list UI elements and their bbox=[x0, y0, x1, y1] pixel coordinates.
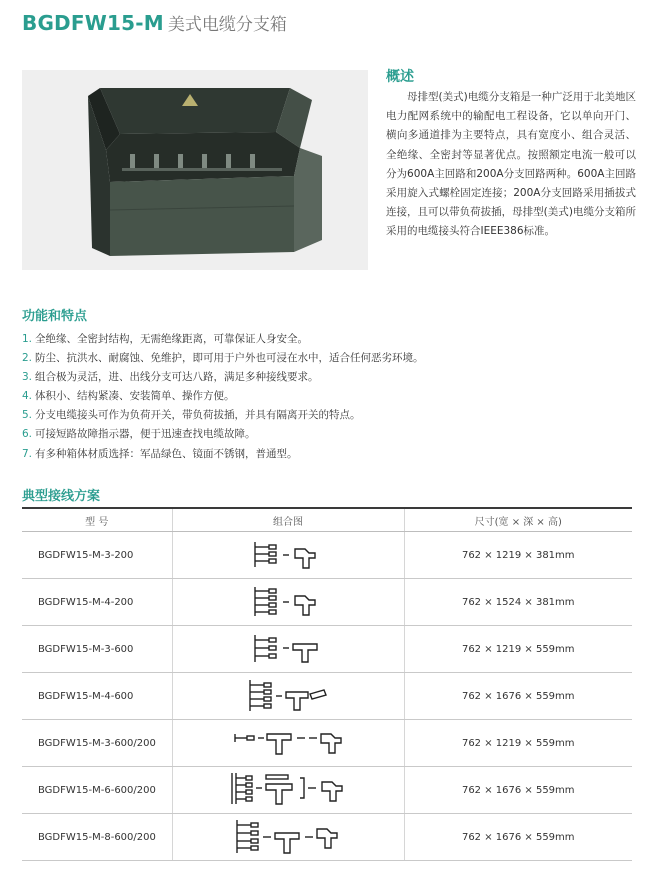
table-row bbox=[22, 532, 632, 579]
busbar-3-tee-elbow-icon bbox=[229, 728, 347, 758]
dims-cell: 762 × 1676 × 559mm bbox=[404, 814, 632, 861]
column-header-model: 型 号 bbox=[22, 508, 172, 532]
feature-item: 6. 可接短路故障指示器，便于迅速查找电缆故障。 bbox=[22, 428, 256, 441]
dims-cell: 762 × 1524 × 381mm bbox=[404, 579, 632, 626]
wiring-table bbox=[22, 507, 632, 861]
busbar-3-elbow-200-icon bbox=[243, 539, 333, 571]
table-row bbox=[22, 814, 632, 861]
wiring-heading: 典型接线方案 bbox=[22, 489, 101, 504]
column-header-diagram: 组合图 bbox=[172, 508, 404, 532]
features-list bbox=[22, 330, 424, 464]
busbar-8-tee-elbow-icon bbox=[229, 817, 347, 857]
feature-item: 3. 组合极为灵活，进、出线分支可达八路，满足多种接线要求。 bbox=[22, 371, 319, 384]
product-subtitle: 美式电缆分支箱 bbox=[167, 15, 287, 35]
busbar-4-tee-600-icon bbox=[240, 678, 336, 714]
diagram-cell bbox=[172, 579, 404, 626]
features-heading: 功能和特点 bbox=[22, 309, 88, 324]
diagram-cell bbox=[172, 814, 404, 861]
product-model: BGDFW15-M bbox=[22, 11, 164, 35]
dims-cell: 762 × 1219 × 559mm bbox=[404, 626, 632, 673]
cable-branch-box-photo-icon bbox=[22, 70, 368, 270]
dims-cell: 762 × 1676 × 559mm bbox=[404, 673, 632, 720]
feature-item: 4. 体积小、结构紧凑、安装简单、操作方便。 bbox=[22, 390, 235, 403]
dims-cell: 762 × 1219 × 559mm bbox=[404, 720, 632, 767]
feature-item: 1. 全绝缘、全密封结构，无需绝缘距离，可靠保证人身安全。 bbox=[22, 333, 309, 345]
model-cell: BGDFW15-M-3-600 bbox=[22, 626, 172, 673]
diagram-cell bbox=[172, 720, 404, 767]
busbar-6-tee-elbow-icon bbox=[226, 770, 350, 810]
product-photo bbox=[22, 70, 368, 270]
feature-item: 7. 有多种箱体材质选择：军品绿色、镜面不锈钢，普通型。 bbox=[22, 447, 298, 460]
column-header-dims: 尺寸(宽 × 深 × 高) bbox=[404, 508, 632, 532]
dims-cell: 762 × 1676 × 559mm bbox=[404, 767, 632, 814]
overview-text: 母排型(美式)电缆分支箱是一种广泛用于北美地区电力配网系统中的输配电工程设备，它以单向开门、横向多通道排为主要特点，具有宽度小、组合灵活、全绝缘、全密封等显著优点。按照额定电流一般可以分为600A主回路和200A分支回路两种。600A主回路采用旋入式螺栓固定连接；200A分支回路采用插拔式连接，且可以带负荷拔插，母排型(美式)电缆分支箱所采用的电缆接头符合IEEE386标准。 bbox=[386, 91, 636, 238]
feature-item: 5. 分支电缆接头可作为负荷开关，带负荷拔插，并具有隔离开关的特点。 bbox=[22, 409, 361, 422]
table-header-row bbox=[22, 508, 632, 532]
model-cell: BGDFW15-M-4-600 bbox=[22, 673, 172, 720]
diagram-cell bbox=[172, 673, 404, 720]
table-row bbox=[22, 673, 632, 720]
diagram-cell bbox=[172, 767, 404, 814]
page-title bbox=[22, 8, 287, 38]
diagram-cell bbox=[172, 626, 404, 673]
busbar-3-tee-600-icon bbox=[243, 632, 333, 666]
model-cell: BGDFW15-M-8-600/200 bbox=[22, 814, 172, 861]
model-cell: BGDFW15-M-4-200 bbox=[22, 579, 172, 626]
feature-item: 2. 防尘、抗洪水、耐腐蚀、免维护，即可用于户外也可浸在水中，适合任何恶劣环境。 bbox=[22, 352, 424, 365]
table-row bbox=[22, 720, 632, 767]
model-cell: BGDFW15-M-6-600/200 bbox=[22, 767, 172, 814]
table-row bbox=[22, 767, 632, 814]
model-cell: BGDFW15-M-3-600/200 bbox=[22, 720, 172, 767]
overview-heading: 概述 bbox=[386, 69, 414, 85]
dims-cell: 762 × 1219 × 381mm bbox=[404, 532, 632, 579]
busbar-4-elbow-200-icon bbox=[243, 585, 333, 619]
table-row bbox=[22, 626, 632, 673]
model-cell: BGDFW15-M-3-200 bbox=[22, 532, 172, 579]
table-row bbox=[22, 579, 632, 626]
diagram-cell bbox=[172, 532, 404, 579]
